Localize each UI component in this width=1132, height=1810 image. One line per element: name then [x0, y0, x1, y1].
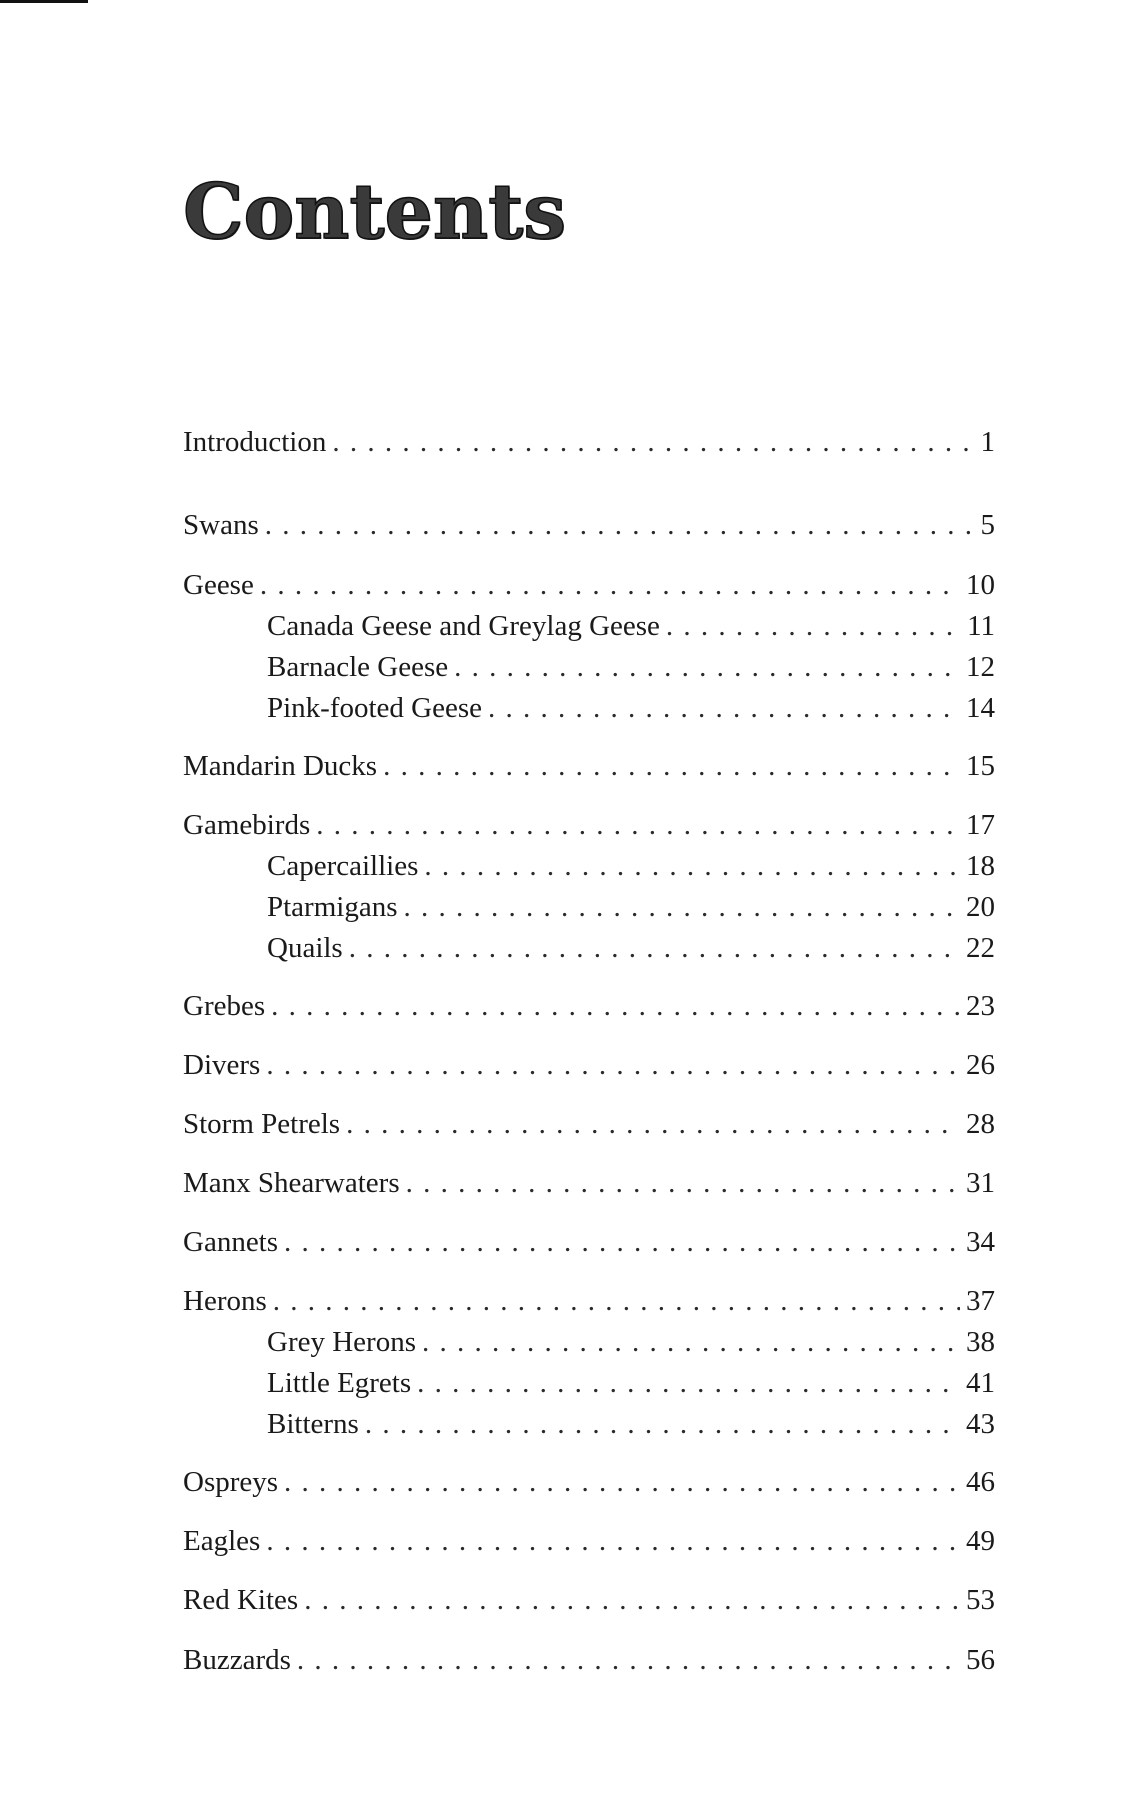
- toc-entry-mandarin-ducks[interactable]: [183, 746, 995, 786]
- toc-entry-page-number: 14: [966, 692, 995, 724]
- toc-entry-label: Quails: [267, 932, 343, 964]
- page-title: Contents: [183, 167, 567, 256]
- toc-entry-label: Red Kites: [183, 1584, 299, 1616]
- toc-entry-page-number: 41: [966, 1367, 995, 1399]
- toc-dot-leader: [666, 606, 961, 646]
- toc-entry-page-number: 11: [967, 610, 995, 642]
- toc-entry-label: Gamebirds: [183, 809, 311, 841]
- toc-entry-page-number: 12: [966, 651, 995, 683]
- toc-entry-page-number: 46: [966, 1466, 995, 1498]
- toc-entry-page-number: 5: [980, 509, 995, 541]
- toc-dot-leader: [406, 1163, 960, 1203]
- toc-dot-leader: [266, 1521, 960, 1561]
- toc-entry-red-kites[interactable]: [183, 1580, 995, 1620]
- toc-entry-little-egrets[interactable]: [267, 1363, 995, 1403]
- toc-dot-leader: [304, 1580, 960, 1620]
- toc-entry-label: Canada Geese and Greylag Geese: [267, 610, 660, 642]
- toc-entry-swans[interactable]: [183, 505, 995, 545]
- toc-entry-page-number: 26: [966, 1049, 995, 1081]
- toc-entry-label: Introduction: [183, 426, 327, 458]
- toc-dot-leader: [417, 1363, 960, 1403]
- toc-entry-page-number: 34: [966, 1226, 995, 1258]
- toc-entry-page-number: 23: [966, 990, 995, 1022]
- toc-entry-page-number: 56: [966, 1644, 995, 1676]
- toc-entry-pink-footed-geese[interactable]: [267, 688, 995, 728]
- toc-entry-label: Geese: [183, 569, 254, 601]
- toc-dot-leader: [266, 1045, 960, 1085]
- toc-dot-leader: [346, 1104, 960, 1144]
- toc-entry-barnacle-geese[interactable]: [267, 647, 995, 687]
- toc-dot-leader: [424, 846, 960, 886]
- toc-dot-leader: [316, 805, 960, 845]
- toc-entry-page-number: 53: [966, 1584, 995, 1616]
- toc-entry-ospreys[interactable]: [183, 1462, 995, 1502]
- toc-dot-leader: [365, 1404, 960, 1444]
- toc-entry-page-number: 18: [966, 850, 995, 882]
- toc-dot-leader: [332, 422, 974, 462]
- toc-entry-label: Bitterns: [267, 1408, 359, 1440]
- toc-entry-page-number: 10: [966, 569, 995, 601]
- toc-dot-leader: [404, 887, 961, 927]
- toc-entry-bitterns[interactable]: [267, 1404, 995, 1444]
- toc-entry-label: Barnacle Geese: [267, 651, 449, 683]
- toc-dot-leader: [422, 1322, 960, 1362]
- toc-entry-page-number: 38: [966, 1326, 995, 1358]
- toc-entry-page-number: 17: [966, 809, 995, 841]
- toc-entry-label: Swans: [183, 509, 259, 541]
- scan-edge-mark: [0, 0, 88, 3]
- toc-entry-canada-greylag-geese[interactable]: [267, 606, 995, 646]
- toc-entry-label: Divers: [183, 1049, 261, 1081]
- toc-entry-gamebirds[interactable]: [183, 805, 995, 845]
- toc-entry-ptarmigans[interactable]: [267, 887, 995, 927]
- toc-entry-label: Manx Shearwaters: [183, 1167, 400, 1199]
- toc-entry-page-number: 20: [966, 891, 995, 923]
- toc-entry-page-number: 1: [980, 426, 995, 458]
- toc-entry-divers[interactable]: [183, 1045, 995, 1085]
- toc-entry-introduction[interactable]: [183, 422, 995, 462]
- toc-entry-label: Grey Herons: [267, 1326, 416, 1358]
- toc-entry-quails[interactable]: [267, 928, 995, 968]
- toc-entry-label: Buzzards: [183, 1644, 291, 1676]
- toc-entry-geese[interactable]: [183, 565, 995, 605]
- toc-dot-leader: [454, 647, 960, 687]
- toc-entry-label: Grebes: [183, 990, 266, 1022]
- toc-dot-leader: [349, 928, 960, 968]
- toc-entry-label: Mandarin Ducks: [183, 750, 378, 782]
- toc-entry-label: Little Egrets: [267, 1367, 412, 1399]
- toc-dot-leader: [271, 986, 960, 1026]
- toc-entry-eagles[interactable]: [183, 1521, 995, 1561]
- toc-dot-leader: [284, 1462, 960, 1502]
- toc-entry-herons[interactable]: [183, 1281, 995, 1321]
- toc-dot-leader: [273, 1281, 960, 1321]
- toc-dot-leader: [488, 688, 960, 728]
- toc-entry-label: Pink-footed Geese: [267, 692, 483, 724]
- toc-entry-label: Ptarmigans: [267, 891, 398, 923]
- toc-entry-page-number: 15: [966, 750, 995, 782]
- toc-entry-label: Storm Petrels: [183, 1108, 341, 1140]
- toc-entry-page-number: 31: [966, 1167, 995, 1199]
- toc-entry-page-number: 22: [966, 932, 995, 964]
- toc-entry-grebes[interactable]: [183, 986, 995, 1026]
- toc-entry-page-number: 43: [966, 1408, 995, 1440]
- toc-entry-manx-shearwaters[interactable]: [183, 1163, 995, 1203]
- toc-entry-page-number: 28: [966, 1108, 995, 1140]
- toc-entry-storm-petrels[interactable]: [183, 1104, 995, 1144]
- toc-entry-gannets[interactable]: [183, 1222, 995, 1262]
- toc-dot-leader: [383, 746, 960, 786]
- table-of-contents: [183, 0, 995, 1810]
- toc-dot-leader: [297, 1640, 960, 1680]
- toc-dot-leader: [265, 505, 975, 545]
- toc-entry-grey-herons[interactable]: [267, 1322, 995, 1362]
- toc-entry-label: Capercaillies: [267, 850, 419, 882]
- toc-dot-leader: [260, 565, 960, 605]
- toc-entry-label: Ospreys: [183, 1466, 279, 1498]
- toc-entry-page-number: 49: [966, 1525, 995, 1557]
- toc-entry-label: Eagles: [183, 1525, 261, 1557]
- toc-dot-leader: [284, 1222, 960, 1262]
- toc-entry-label: Herons: [183, 1285, 267, 1317]
- toc-entry-buzzards[interactable]: [183, 1640, 995, 1680]
- toc-entry-capercaillies[interactable]: [267, 846, 995, 886]
- toc-entry-label: Gannets: [183, 1226, 279, 1258]
- toc-entry-page-number: 37: [966, 1285, 995, 1317]
